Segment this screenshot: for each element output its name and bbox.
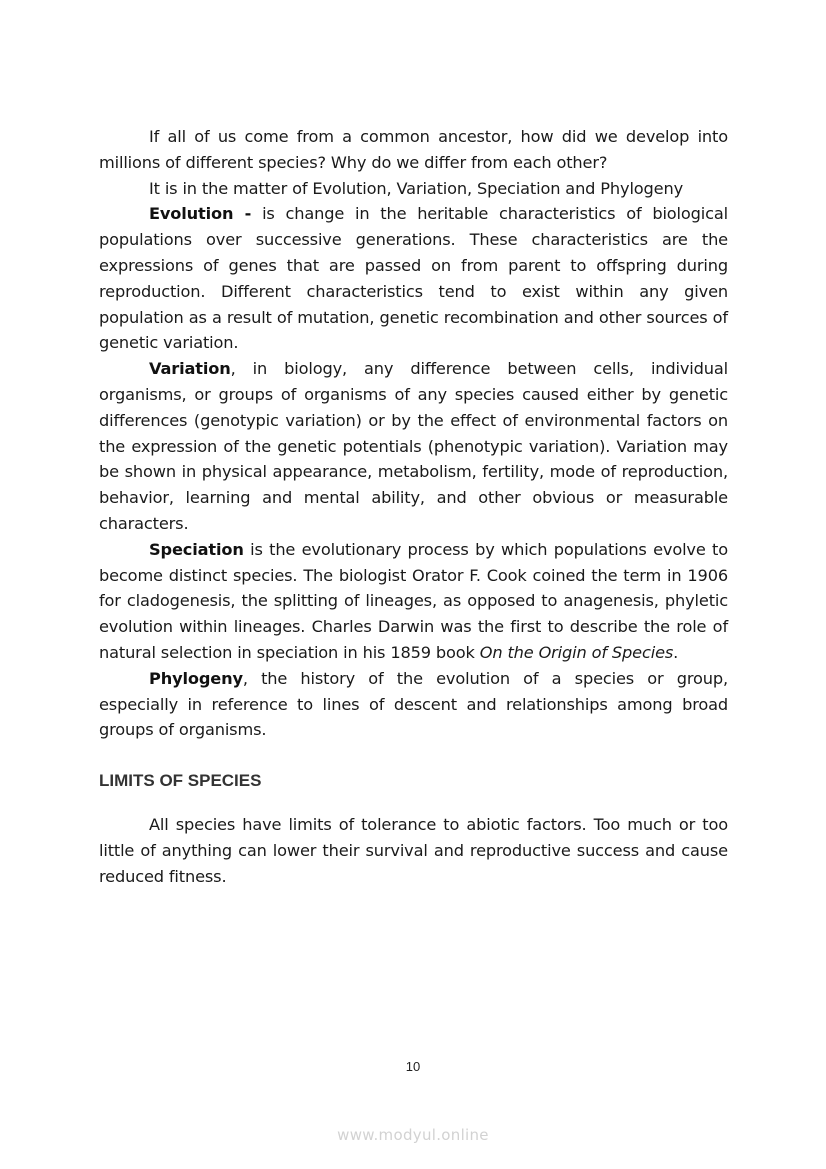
variation-paragraph	[99, 356, 728, 537]
limits-paragraph: All species have limits of tolerance to abiotic factors. Too much or too little of anything can lower their survival and reproductive success and cause reduced fitness.	[99, 815, 728, 886]
watermark: www.modyul.online	[337, 1126, 489, 1144]
phylogeny-definition: , the history of the evolution of a species or group, especially in reference to lines of descent and relationships among broad groups of organisms.	[99, 668, 728, 740]
page-number: 10	[405, 1059, 421, 1074]
speciation-term: Speciation	[149, 539, 244, 559]
phylogeny-term: Phylogeny	[149, 668, 243, 688]
speciation-definition: is the evolutionary process by which populations evolve to become distinct species. The biologist Orator F. Cook coined the term in 1906 for cladogenesis, the splitting of lineages, as opposed to anagenesis, phyletic evolution within lineages. Charles Darwin was the first to describe the role of natural selection in speciation in his 1859 book	[99, 539, 728, 662]
variation-definition: , in biology, any difference between cells, individual organisms, or groups of organisms of any species caused either by genetic differences (genotypic variation) or by the effect of environmental factors on the expression of the genetic potentials (phenotypic variation). Variation may be shown in physical appearance, metabolism, fertility, mode of reproduction, behavior, learning and mental ability, and other obvious or measurable characters.	[99, 359, 728, 533]
intro-paragraph: If all of us come from a common ancestor, how did we develop into millions of different species? Why do we differ from each other?	[99, 127, 728, 172]
book-title: On the Origin of Species	[479, 642, 674, 662]
speciation-end: .	[673, 642, 679, 662]
evolution-term: Evolution -	[149, 204, 252, 224]
section-heading: LIMITS OF SPECIES	[99, 771, 262, 791]
document-page	[99, 124, 728, 890]
evolution-paragraph	[99, 201, 728, 356]
variation-term: Variation	[149, 359, 231, 379]
speciation-paragraph	[99, 537, 728, 666]
intro-topics-paragraph: It is in the matter of Evolution, Variation, Speciation and Phylogeny	[149, 178, 684, 198]
phylogeny-paragraph	[99, 666, 728, 743]
evolution-definition: is change in the heritable characteristics of biological populations over successive generations. These characteristics are the expressions of genes that are passed on from parent to offspring during reproduction. Different characteristics tend to exist within any given population as a result of mutation, genetic recombination and other sources of genetic variation.	[99, 204, 728, 353]
